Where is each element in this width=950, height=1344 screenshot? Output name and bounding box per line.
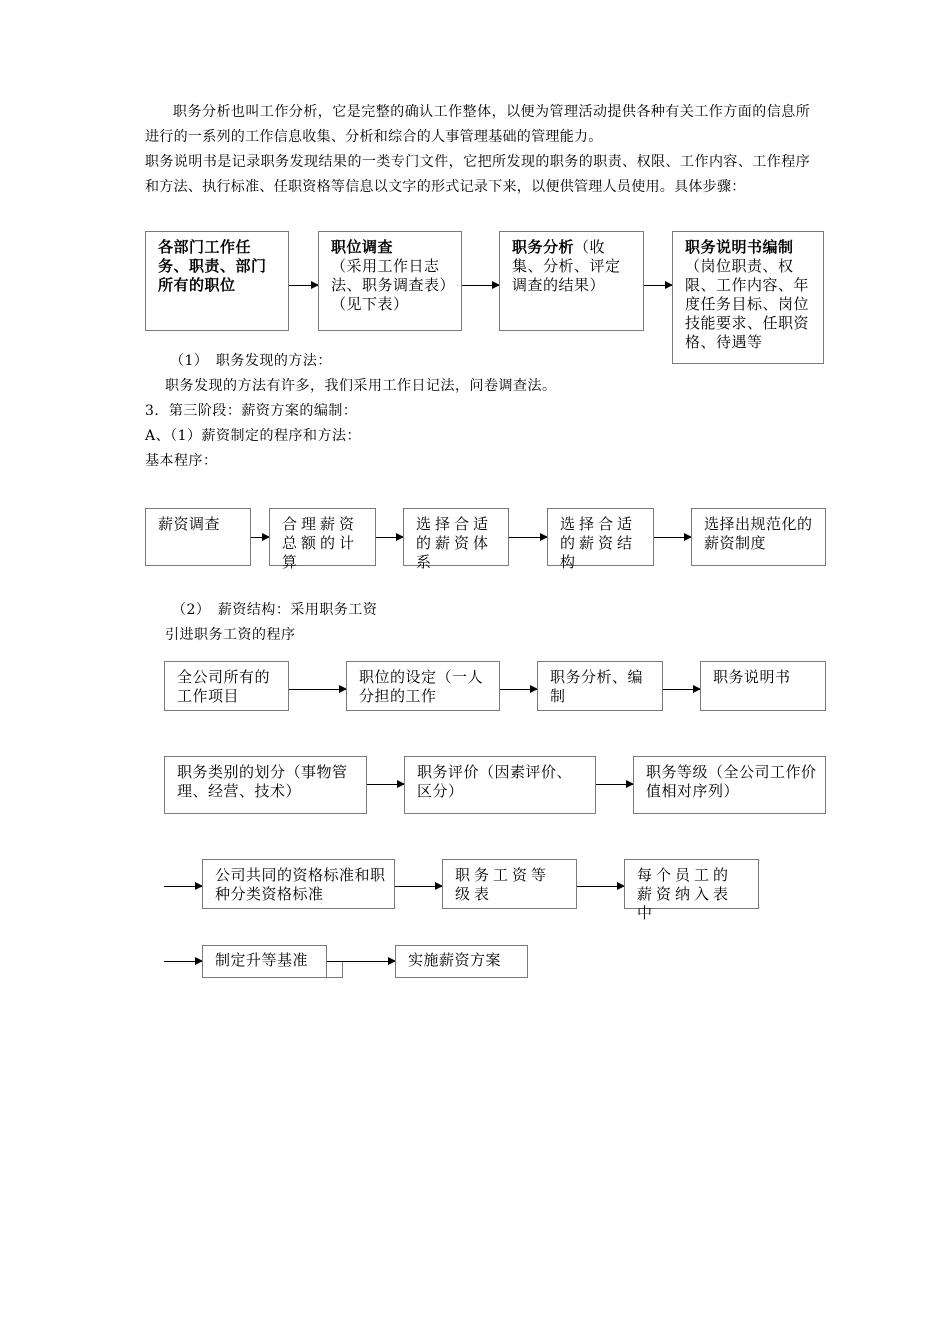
flow1-arrow-3 <box>644 285 672 286</box>
flow3-box-wage-grade-table: 职务工资等级表 <box>442 859 577 909</box>
flow3-arrow-r1-1 <box>289 689 346 690</box>
flow1-arrow-2 <box>462 285 499 286</box>
text-discovery-method-heading: （1） 职务发现的方法： <box>170 353 332 369</box>
flow2-arrow-2 <box>376 537 403 538</box>
flow2-box-salary-structure: 选择合适的薪资结构 <box>547 508 654 566</box>
text-salary-procedure: A、（1）薪资制定的程序和方法： <box>145 428 362 444</box>
text-job-wage-procedure: 引进职务工资的程序 <box>165 627 296 643</box>
flow2-box-salary-survey: 薪资调查 <box>145 508 251 566</box>
text-salary-structure: （2） 薪资结构：采用职务工资 <box>172 602 378 618</box>
flow3-arrow-r2-2 <box>596 784 633 785</box>
flow3-box-implement-plan: 实施薪资方案 <box>395 945 528 978</box>
flow1-arrow-1 <box>289 285 318 286</box>
intro-paragraph <box>145 100 810 200</box>
flow2-arrow-3 <box>509 537 547 538</box>
text-discovery-method: 职务发现的方法有许多，我们采用工作日记法，问卷调查法。 <box>165 378 557 394</box>
flow1-box-position-survey: 职位调查 （采用工作日志法、职务调查表）（见下表） <box>318 231 462 331</box>
flow2-arrow-1 <box>251 537 269 538</box>
flow3-arrow-r3-1 <box>395 886 442 887</box>
flow3-box-job-description: 职务说明书 <box>700 661 826 711</box>
flow2-box-standard-system: 选择出规范化的薪资制度 <box>691 508 826 566</box>
flow3-box-employee-salary: 每个员工的薪资纳入表中 <box>624 859 759 909</box>
flow1-box-job-analysis: 职务分析（收集、分析、评定调查的结果） <box>499 231 644 331</box>
flow3-arrow-r2-1 <box>367 784 404 785</box>
flow3-box-all-jobs: 全公司所有的工作项目 <box>164 661 289 711</box>
text-phase-three: 3．第三阶段：薪资方案的编制： <box>145 403 358 419</box>
flow1-box-departments: 各部门工作任务、职责、部门所有的职位 <box>145 231 289 331</box>
flow1-box-job-description: 职务说明书编制 （岗位职责、权限、工作内容、年度任务目标、岗位技能要求、任职资格、待遇等 <box>672 231 824 364</box>
flow3-box-position-setting: 职位的设定（一人分担的工作 <box>346 661 500 711</box>
flow3-box-job-analysis: 职务分析、编制 <box>537 661 663 711</box>
flow3-arrow-r1-3 <box>663 689 700 690</box>
flow3-arrow-r3-in <box>164 886 202 887</box>
flow3-arrow-r3-2 <box>577 886 624 887</box>
flow3-box-qualification-standard: 公司共同的资格标准和职种分类资格标准 <box>202 859 395 909</box>
flow3-box-job-grade: 职务等级（全公司工作价值相对序列） <box>633 756 826 814</box>
flow2-box-salary-system: 选择合适的薪资体系 <box>403 508 509 566</box>
flow3-box-job-evaluation: 职务评价（因素评价、区分） <box>404 756 596 814</box>
flow2-box-total-calculation: 合理薪资总额的计算 <box>269 508 376 566</box>
flow3-arrow-r1-2 <box>500 689 537 690</box>
flow3-box-job-classification: 职务类别的划分（事物管理、经营、技术） <box>164 756 367 814</box>
intro-line-1: 职务分析也叫工作分析，它是完整的确认工作整体，以便为管理活动提供各种有关工作方面的信息所进行的一系列的工作信息收集、分析和综合的人事管理基础的管理能力。 <box>145 104 810 145</box>
text-basic-procedure: 基本程序： <box>145 453 218 469</box>
flow3-arrow-r4-in <box>164 961 202 962</box>
intro-line-2: 职务说明书是记录职务发现结果的一类专门文件，它把所发现的职务的职责、权限、工作内容、工作程序和方法、执行标准、任职资格等信息以文字的形式记录下来，以便供管理人员使用。具体步骤： <box>145 154 810 195</box>
flow3-arrow-r4-1 <box>327 961 395 962</box>
flow2-arrow-4 <box>654 537 691 538</box>
flow3-box-promotion-standard: 制定升等基准 <box>202 945 327 978</box>
flow3-connector-bracket <box>327 961 343 978</box>
